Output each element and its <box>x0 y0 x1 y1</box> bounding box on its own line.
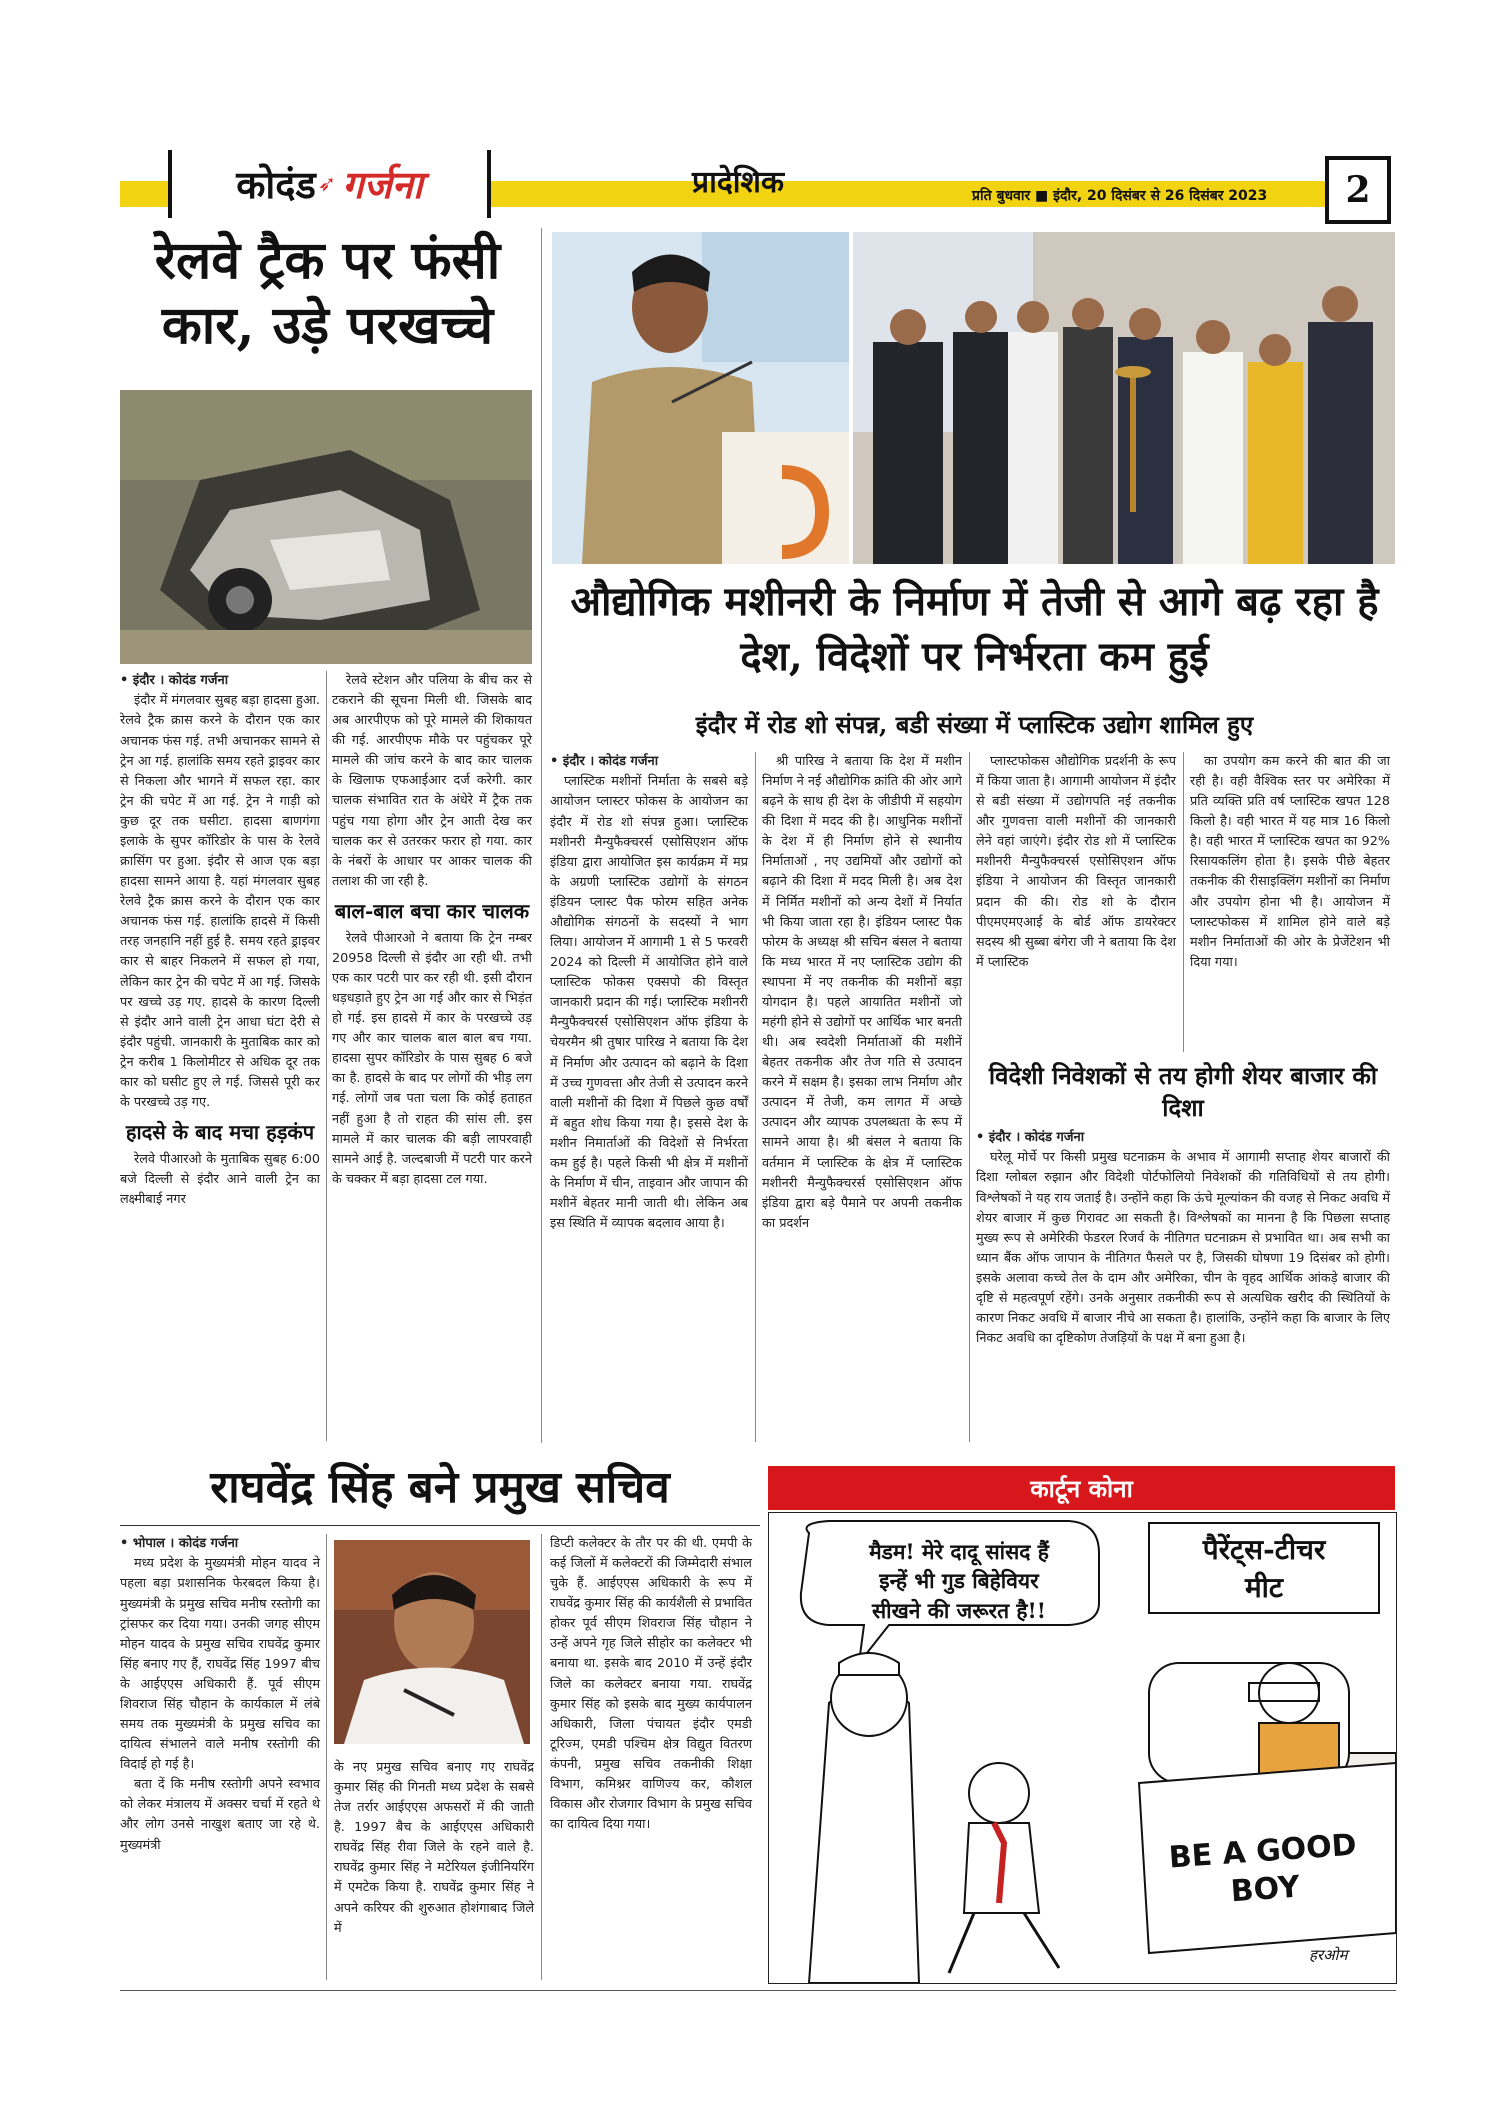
lead-story-headline: औद्योगिक मशीनरी के निर्माण में तेजी से आगे बढ़ रहा है देश, विदेशों पर निर्भरता कम हुई <box>570 578 1379 681</box>
section-rule <box>120 1525 760 1526</box>
market-story-dateline: • इंदौर । कोदंड गर्जना <box>976 1130 1085 1145</box>
speech-line-1: मैडम! मेरे दादू सांसद हैं <box>869 1539 1049 1564</box>
lead-story-col-3 <box>976 752 1176 973</box>
speech-line-3: सीखने की जरूरत है!! <box>871 1597 1046 1623</box>
page-number: 2 <box>1325 156 1391 224</box>
secretary-story-col-2 <box>334 1758 534 1939</box>
desk-sign <box>1162 1826 1367 1915</box>
official-portrait-photo <box>334 1540 530 1744</box>
lead-story-text-4: का उपयोग कम करने की बात की जा रही है। वही वैश्विक स्तर पर अमेरिका में प्रति व्यक्ति प्रति वर्ष प्लास्टिक खपत 128 किलो है। वही भारत में यह मात्र 16 किलो है। वही भारत में प्लास्टिक खपत का 92% रिसायकलिंग होता है। इसके पीछे बेहतर तकनीक की रीसाइक्लिंग मशीनों का निर्माण और उपयोग होना भी है। आयोजन में प्लास्टफोकस में शामिल होने वाले बड़े मशीन निर्माताओं की ओर के प्रेजेंटेशन भी दिया गया। <box>1190 754 1390 970</box>
issue-dateline: प्रति बुधवार ■ इंदौर, 20 दिसंबर से 26 दिसंबर 2023 <box>972 188 1268 204</box>
column-rule <box>326 671 327 1441</box>
rail-story-text-2b: रेलवे पीआरओ ने बताया कि ट्रेन नम्बर 20958 दिल्ली से इंदौर आ रही थी. तभी एक कार पटरी पार कर रही थी. इसी दौरान धड़धड़ाते हुए ट्रेन आ गई और कार से भिड़ंत हो गई. इस हादसे में कार के परखच्चे उड़ गए और कार चालक बाल बाल बच गया. हादसा सुपर कॉरिडोर के पास सुबह 6 बजे का है. हादसे के बाद पर लोगों की भीड़ लग गई. लोगों जब पता चला कि कोई हताहत नहीं हुआ है तो राहत की सांस ली. इस मामले में कार चालक की बड़ी लापरवाही सामने आई है. जल्दबाजी में पटरी पार करने के चक्कर में बड़ा हादसा टल गया. <box>332 930 532 1187</box>
column-rule <box>755 752 756 1442</box>
market-story-headline: विदेशी निवेशकों से तय होगी शेयर बाजार की दिशा <box>988 1061 1378 1122</box>
lead-story-text-3: प्लास्टफोकस औद्योगिक प्रदर्शनी के रूप में किया जाता है। आगामी आयोजन में इंदौर से बडी संख्या में उद्योगपति नई तकनीक और गुणवत्ता वाली मशीनों की जानकारी लेने वहां जाएंगे। इंदौर रोड शो में प्लास्टिक मशीनरी मैन्युफैक्चरर्स एसोसिएशन ऑफ इंडिया ने आयोजन की विस्तृत जानकारी प्रदान की की। रोड शो के दौरान पीएमएमएआई के बोर्ड ऑफ डायरेक्टर सदस्य श्री सुब्बा बंगेरा जी ने बताया कि देश में प्लास्टिक <box>976 754 1176 970</box>
logo-text-2: गर्जना <box>342 162 423 207</box>
lead-story-text-2: श्री पारिख ने बताया कि देश में मशीन निर्माण ने नई औद्योगिक क्रांति की ओर आगे बढ़ने के साथ ही देश के जीडीपी में सहयोग की दिशा में मदद की है। आधुनिक मशीनों के देश में ही निर्माण होने से स्थानीय निर्माताओं , नए उद्यमियों और उद्योगों को बढ़ाने की दिशा में मदद मिली है। अब देश में निर्मित मशीनों को अन्य देशों में निर्यात भी किया जाता रहा है। इंडियन प्लास्ट पैक फोरम के अध्यक्ष श्री सचिन बंसल ने बताया कि मध्य भारत में नए प्लास्टिक उद्योग की स्थापना में नए तकनीक की मशीनों बड़ा योगदान है। पहले आयातित मशीनों जो महंगी होने से उद्योगों पर आर्थिक भार बनती थी। अब स्वदेशी निर्माताओं की मशीनें बेहतर तकनीक और तेज गति से उत्पादन करने में सक्षम है। इसका लाभ निर्माण और उत्पादन में तेजी, कम लागत में अच्छे उत्पादन और व्यापक उपलब्धता के रूप में सामने आया है। श्री बंसल ने बताया कि वर्तमान में प्लास्टिक के क्षेत्र में प्लास्टिक मशीनरी मैन्युफैक्चरर्स एसोसिएशन ऑफ इंडिया द्वारा बड़े पैमाने पर अपनी तकनीक का प्रदर्शन <box>762 754 962 1231</box>
rail-story-col-1 <box>120 671 320 1210</box>
secretary-story-text-3: डिप्टी कलेक्टर के तौर पर की थी. एमपी के कई जिलों में कलेक्टरों की जिम्मेदारी संभाल चुके हैं. आईएएस अधिकारी के रूप में राघवेंद्र कुमार सिंह की कार्यशैली से प्रभावित होकर पूर्व सीएम शिवराज सिंह चौहान ने उन्हें अपने गृह जिले सीहोर का कलेक्टर भी बनाया था. इसके बाद 2010 में उन्हें इंदौर जिले का कलेक्टर बनाया गया. राघवेंद्र कुमार सिंह को इसके बाद मुख्य कार्यपालन अधिकारी, जिला पंचायत इंदौर एमडी टूरिज्म, एमडी पश्चिम क्षेत्र विद्युत वितरण कंपनी, प्रमुख सचिव तकनीकी शिक्षा विभाग, कमिश्नर वाणिज्य कर, कौशल विकास और रोजगार विभाग के प्रमुख सचिव का दायित्व दिया गया। <box>550 1536 752 1833</box>
rail-story-subhead-1: हादसे के बाद मचा हड़कंप <box>125 1120 315 1145</box>
page-bottom-rule <box>120 1990 1396 1991</box>
rail-story-text-1b: रेलवे पीआरओ के मुताबिक सुबह 6:00 बजे दिल्ली से इंदौर आने वाली ट्रेन का लक्ष्मीबाई नगर <box>120 1152 320 1208</box>
column-rule <box>1183 752 1184 1052</box>
logo-text-1: कोदंड <box>236 162 316 207</box>
rail-story-subhead-2: बाल-बाल बचा कार चालक <box>334 898 530 923</box>
logo-arrow-icon: ➶ <box>317 171 337 197</box>
lead-story-col-4 <box>1190 752 1390 973</box>
rail-story-col-2 <box>332 671 532 1190</box>
rail-story-text-1: इंदौर में मंगलवार सुबह बड़ा हादसा हुआ. रेलवे ट्रैक क्रास करने के दौरान एक कार अचानक फंस गई. तभी अचानकर सामने से ट्रेन आ गई. हालांकि समय रहते ड्राइवर कार से निकला और भागने में सफल रहा. कार ट्रेन की चपेट में आ गई. ट्रेन ने गाड़ी को कुछ दूर तक घसीटा. हादसा बाणगंगा इलाके के सुपर कॉरिडोर के पास के रेलवे क्रासिंग पर हुआ. इंदौर से आज एक बड़ा हादसा सामने आया है. यहां मंगलवार सुबह रेलवे ट्रैक क्रास करने के दौरान एक कार अचानक फंस गई. हालांकि हादसे में किसी तरह जनहानि नहीं हुई है. समय रहते ड्राइवर कार से बाहर निकलने में सफल हो गया, लेकिन कार ट्रेन की चपेट में आ गई. जिसके पर खच्चे उड़ गए. हादसे के कारण दिल्ली से इंदौर आने वाली ट्रेन आधा घंटा देरी से इंदौर पहुंची. जानकारी के मुताबिक कार को ट्रेन करीब 1 किलोमीटर से अधिक दूर तक कार को घसीट हुए ले गई. जिससे पूरी कर के परखच्चे उड़ गए. <box>120 693 320 1110</box>
meeting-board <box>1149 1531 1379 1607</box>
speech-bubble <box>824 1537 1094 1625</box>
cartoonist-signature: हरओम <box>1309 1946 1348 1964</box>
section-title: प्रादेशिक <box>692 165 784 200</box>
secretary-story-dateline: • भोपाल । कोदंड गर्जना <box>120 1536 239 1551</box>
board-line-1: पैरेंट्स-टीचर <box>1202 1533 1326 1566</box>
secretary-story-col-1 <box>120 1534 320 1856</box>
speech-line-2: इन्हें भी गुड बिहेवियर <box>879 1568 1039 1594</box>
secretary-story-text-1b: बता दें कि मनीष रस्तोगी अपने स्वभाव को लेकर मंत्रालय में अक्सर चर्चा में रहते थे और लोग उनसे नाखुश बताए जा रहे थे. मुख्यमंत्री <box>120 1777 320 1853</box>
market-story-text: घरेलू मोर्चे पर किसी प्रमुख घटनाक्रम के अभाव में आगामी सप्ताह शेयर बाजारों की दिशा ग्लोबल रुझान और विदेशी पोर्टफोलियो निवेशकों की गतिविधियों से तय होगी। विश्लेषकों ने यह राय जताई है। उन्होंने कहा कि ऊंचे मूल्यांकन की वजह से निकट अवधि में शेयर बाजार में कुछ गिरावट आ सकती है। विश्लेषकों का मानना है कि पिछला सप्ताह मुख्य रूप से अमेरिकी फेडरल रिजर्व के नीतिगत घटनाक्रम से प्रभावित था। अब सभी का ध्यान बैंक ऑफ जापान के नीतिगत फैसले पर है, जिसकी घोषणा 19 दिसंबर को होगी। इसके अलावा कच्चे तेल के दाम और अमेरिका, चीन के वृहद आर्थिक आंकड़े बाजार की दृष्टि से महत्वपूर्ण रहेंगे। उनके अनुसार तकनीकी रूप से अत्यधिक खरीद की स्थितियों के कारण निकट अवधि में बाजार नीचे आ सकता है। हालांकि, उन्होंने कहा कि बाजार के लिए निकट अवधि का दृष्टिकोण तेजड़ियों के पक्ष में बना हुआ है। <box>976 1150 1390 1347</box>
secretary-story-text-2: के नए प्रमुख सचिव बनाए गए राघवेंद्र कुमार सिंह की गिनती मध्य प्रदेश के सबसे तेज तर्रार आईएएस अफसरों में की जाती है. 1997 बैच के आईएएस अधिकारी राघवेंद्र सिंह रीवा जिले के रहने वाले है. राघवेंद्र कुमार सिंह ने मटेरियल इंजीनियरिंग में एमटेक किया है. राघवेंद्र कुमार सिंह ने अपने करियर की शुरुआत होशंगाबाद जिले में <box>334 1760 534 1936</box>
secretary-story-headline: राघवेंद्र सिंह बने प्रमुख सचिव <box>210 1462 670 1513</box>
column-rule <box>541 228 542 1443</box>
rail-story-headline: रेलवे ट्रैक पर फंसी कार, उड़े परखच्चे <box>154 230 501 356</box>
secretary-story-col-3 <box>550 1534 752 1835</box>
lead-story-col-1 <box>550 752 748 1234</box>
lamp-lighting-photo <box>853 232 1395 564</box>
desk-line-2: BOY <box>1229 1869 1301 1909</box>
rail-story-text-2a: रेलवे स्टेशन और पलिया के बीच कर से टकराने की सूचना मिली थी. जिसके बाद अब आरपीएफ को पूरे मामले की शिकायत की गई. आरपीएफ मौके पर पहुंचकर पूरे मामले की जांच करने के बाद कार चालक के खिलाफ एफआईआर दर्ज करेगी. कार चालक संभावित रात के अंधेरे में ट्रैक तक पहुंच गया होगा और ट्रेन आती देख कर चालक कर से उतरकर फरार हो गया. कार के नंबरों के आधार पर आकर चालक की तलाश की जा रही है. <box>332 673 532 889</box>
cartoon-illustration <box>768 1512 1397 1984</box>
column-rule <box>326 1534 327 1980</box>
market-story-body <box>976 1128 1390 1349</box>
speaker-photo <box>552 232 849 564</box>
lead-story-col-2 <box>762 752 962 1234</box>
desk-line-1: BE A GOOD <box>1167 1827 1358 1876</box>
cartoon-corner-header: कार्टून कोना <box>768 1466 1395 1510</box>
wrecked-car-photo <box>120 390 532 664</box>
newspaper-logo <box>168 150 491 218</box>
rail-story-dateline: • इंदौर । कोदंड गर्जना <box>120 673 229 688</box>
lead-story-subheadline: इंदौर में रोड शो संपन्न, बडी संख्या में प्लास्टिक उद्योग शामिल हुए <box>695 710 1254 739</box>
lead-story-dateline: • इंदौर । कोदंड गर्जना <box>550 754 659 769</box>
column-rule <box>541 1534 542 1980</box>
lead-story-text-1: प्लास्टिक मशीनों निर्माता के सबसे बड़े आयोजन प्लास्टर फोकस के आयोजन का इंदौर में रोड शो संपन्न हुआ। प्लास्टिक मशीनरी मैन्युफैक्चरर्स एसोसिएशन ऑफ इंडिया द्वारा आयोजित इस कार्यक्रम में मप्र के अग्रणी प्लास्टिक उद्योगों के संगठन इंडियन प्लास्ट पैक फोरम सहित अनेक औद्योगिक संगठनों के सदस्यों ने भाग लिया। आयोजन में आगामी 1 से 5 फरवरी 2024 को दिल्ली में आयोजित होने वाले प्लास्टिक फोकस एक्सपो की विस्तृत जानकारी प्रदान की गई। प्लास्टिक मशीनरी मैन्युफैक्चरर्स एसोसिएशन ऑफ इंडिया के चेयरमैन श्री तुषार पारिख ने बताया कि देश में निर्माण और उत्पादन को बढ़ाने के दिशा में उच्च गुणवत्ता और तेजी से उत्पादन करने वाली मशीनों की दिशा में पिछले कुछ वर्षों में बहुत शोध किया गया है। इससे देश के मशीन निमार्ताओं की विदेशों से निर्भरता कम हुई है। पहले किसी भी क्षेत्र में मशीनों के निर्माण में चीन, ताइवान और जापान की मशीनें बेहतर मानी जाती थी। लेकिन अब इस स्थिति में व्यापक बदलाव आया है। <box>550 774 748 1232</box>
column-rule <box>969 752 970 1442</box>
secretary-story-text-1: मध्य प्रदेश के मुख्यमंत्री मोहन यादव ने पहला बड़ा प्रशासनिक फेरबदल किया है। मुख्यमंत्री के प्रमुख सचिव मनीष रस्तोगी का ट्रांसफर कर दिया गया। उनकी जगह सीएम मोहन यादव के प्रमुख सचिव राघवेंद्र कुमार सिंह बनाए गए हैं, राघवेंद्र सिंह 1997 बीच के आईएएस अधिकारी हैं. पूर्व सीएम शिवराज सिंह चौहान के कार्यकाल में लंबे समय तक मुख्यमंत्री के प्रमुख सचिव का दायित्व संभालने वाले मनीष रस्तोगी की विदाई हो गई है। <box>120 1556 320 1773</box>
board-line-2: मीट <box>1244 1570 1284 1604</box>
